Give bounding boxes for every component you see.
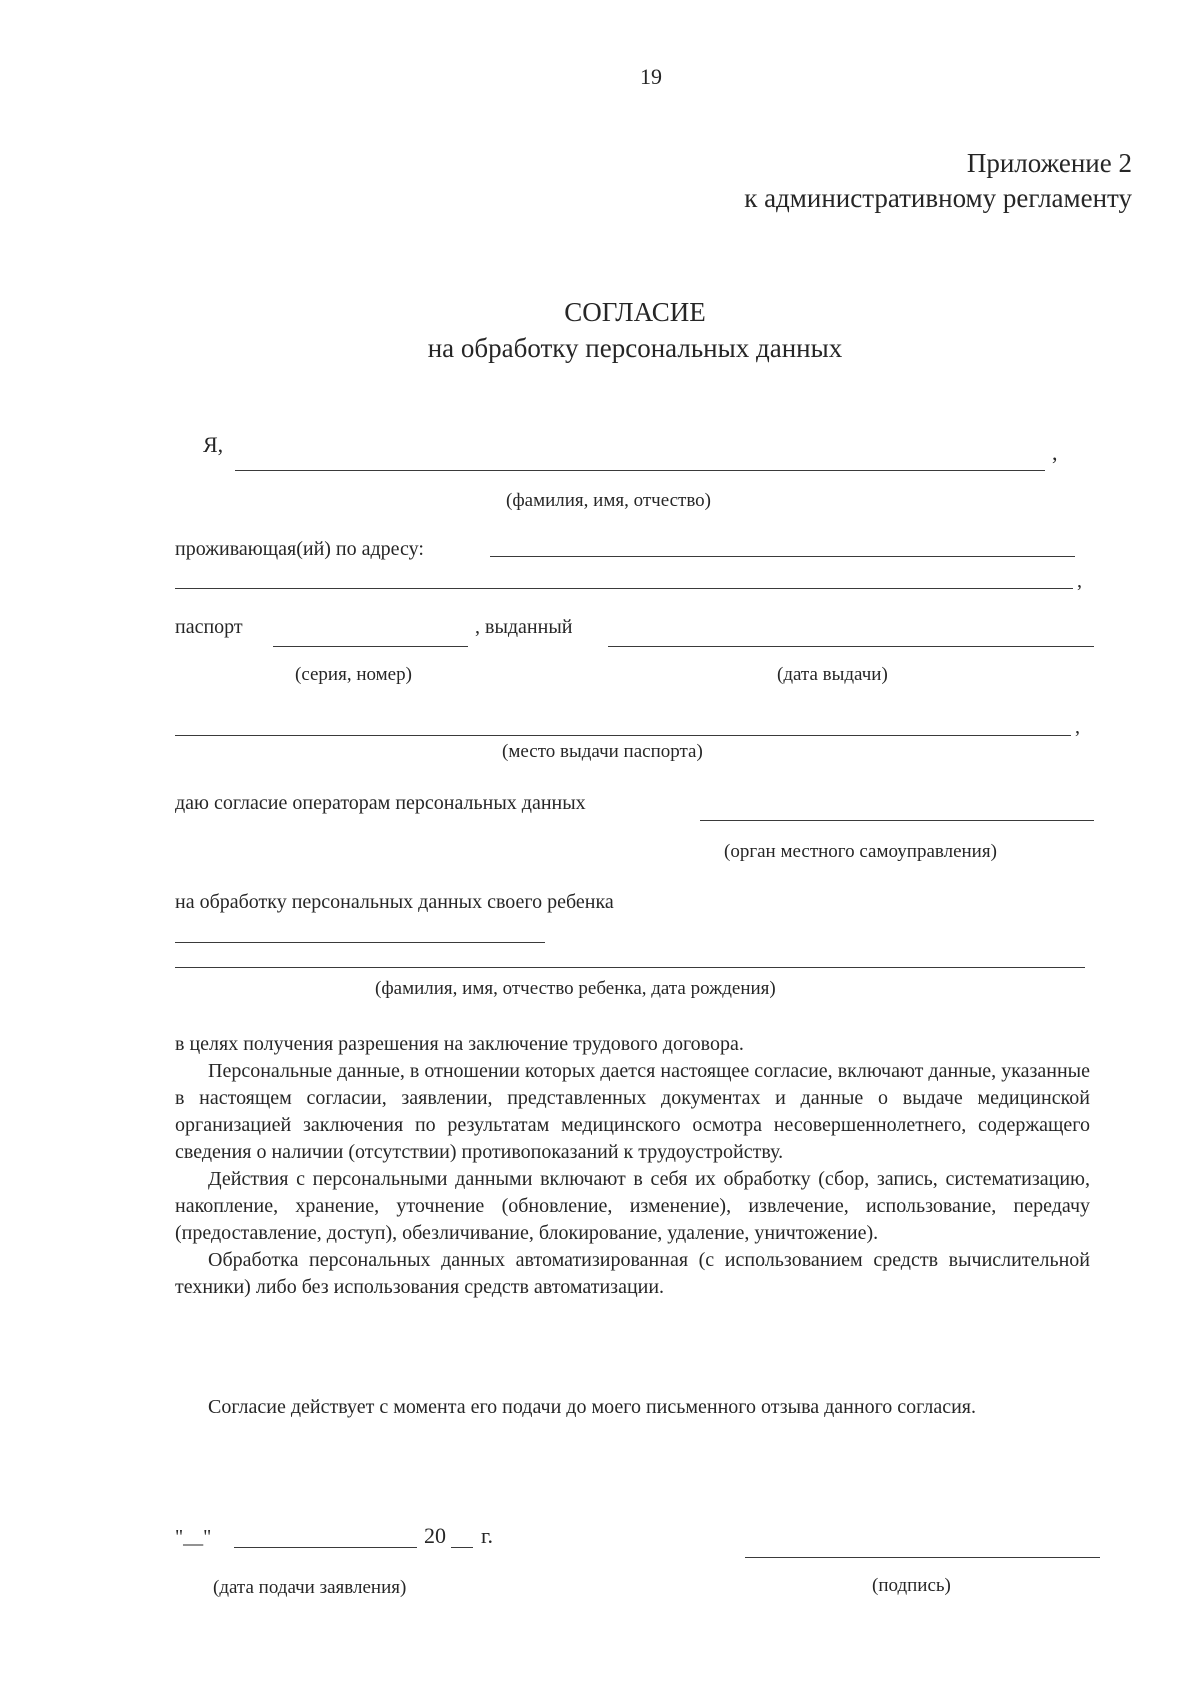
issue-date-field[interactable] <box>608 646 1094 647</box>
issue-place-comma: , <box>1075 716 1080 738</box>
date-quotes: "__" <box>175 1526 212 1548</box>
signature-caption: (подпись) <box>872 1575 951 1596</box>
address-field-line1[interactable] <box>490 556 1075 557</box>
passport-label: паспорт <box>175 616 243 638</box>
purpose-text: в целях получения разрешения на заключение трудового договора. <box>175 1033 744 1055</box>
document-subtitle: на обработку персональных данных <box>427 333 843 363</box>
issue-place-field[interactable] <box>175 735 1071 736</box>
child-field-line2[interactable] <box>175 967 1085 968</box>
signature-field[interactable] <box>745 1557 1100 1558</box>
year-suffix: г. <box>481 1523 494 1548</box>
authority-caption: (орган местного самоуправления) <box>724 841 997 862</box>
issue-place-caption: (место выдачи паспорта) <box>502 741 703 762</box>
year-prefix: 20 <box>424 1523 446 1548</box>
authority-field[interactable] <box>700 820 1094 821</box>
series-caption: (серия, номер) <box>295 664 412 685</box>
address-field-line2[interactable] <box>175 588 1073 589</box>
issued-label: , выданный <box>475 616 573 638</box>
regulation-label: к административному регламенту <box>744 183 1132 213</box>
consent-body <box>175 1031 1090 1301</box>
passport-series-field[interactable] <box>273 646 468 647</box>
child-label: на обработку персональных данных своего ребенка <box>175 891 614 913</box>
appendix-label: Приложение 2 <box>966 148 1132 178</box>
fio-comma: , <box>1052 440 1058 465</box>
address-label: проживающая(ий) по адресу: <box>175 538 424 560</box>
date-month-field[interactable] <box>234 1547 417 1548</box>
paragraph-processing: Обработка персональных данных автоматизированная (с использованием средств вычислительной техники) либо без использования средств автоматизации. <box>175 1249 1090 1298</box>
paragraph-actions: Действия с персональными данными включают в себя их обработку (сбор, запись, систематизацию, накопление, хранение, уточнение (обновление, изменение), извлечение, использование, передачу (предоставление, доступ), обезличивание, блокирование, удаление, уничтожение). <box>175 1168 1090 1244</box>
paragraph-validity: Согласие действует с момента его подачи до моего письменного отзыва данного согласия. <box>208 1396 976 1418</box>
paragraph-data-scope: Персональные данные, в отношении которых дается настоящее согласие, включают данные, указанные в настоящем согласии, заявлении, представленных документах и данные о выдаче медицинской организацией заключения по результатам медицинского осмотра несовершеннолетнего, содержащего сведения о наличии (отсутствии) противопоказаний к трудоустройству. <box>175 1060 1090 1163</box>
fio-field[interactable] <box>235 470 1045 471</box>
page-number: 19 <box>640 64 662 89</box>
fio-caption: (фамилия, имя, отчество) <box>506 490 712 511</box>
date-caption: (дата подачи заявления) <box>213 1577 407 1598</box>
child-field-line1[interactable] <box>175 942 545 943</box>
child-caption: (фамилия, имя, отчество ребенка, дата рождения) <box>375 978 776 999</box>
document-title: СОГЛАСИЕ <box>564 297 706 327</box>
ya-label: Я, <box>203 432 224 457</box>
address-comma: , <box>1077 570 1082 592</box>
year-field[interactable] <box>451 1547 473 1548</box>
issue-date-caption: (дата выдачи) <box>777 664 888 685</box>
consent-label: даю согласие операторам персональных данных <box>175 792 586 814</box>
